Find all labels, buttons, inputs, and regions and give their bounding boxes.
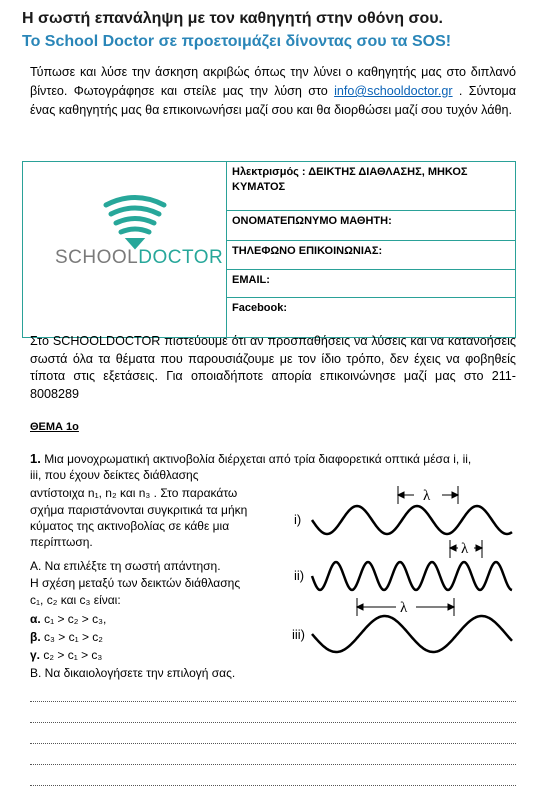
option-b (30, 629, 103, 645)
lambda-label-ii: λ (461, 541, 469, 557)
topic-label: Ηλεκτρισμός : ΔΕΙΚΤΗΣ ΔΙΑΘΛΑΣΗΣ, ΜΗΚΟΣ ΚΥΜΑΤΟΣ (232, 166, 468, 193)
student-name-label: ΟΝΟΜΑΤΕΠΩΝΥΜΟ ΜΑΘΗΤΗ: (232, 215, 392, 228)
phone-cell[interactable] (227, 240, 516, 270)
header-line-1: Η σωστή επανάληψη με τον καθηγητή στην οθόνη σου. (22, 10, 443, 27)
option-a-key: α. (30, 612, 41, 626)
answer-line-4[interactable] (30, 764, 516, 765)
topic-cell (227, 162, 516, 211)
header-line-2: Το School Doctor σε προετοιμάζει δίνοντας σου τα SOS! (22, 33, 452, 50)
email-link[interactable]: info@schooldoctor.gr (334, 84, 453, 98)
wifi-icon (106, 198, 164, 249)
email-label: EMAIL: (232, 274, 270, 287)
question-line-6: περίπτωση. (30, 535, 93, 549)
intro-text (30, 63, 516, 120)
option-b-text: c₃ > c₁ > c₂ (44, 630, 103, 644)
phone-label: ΤΗΛΕΦΩΝΟ ΕΠΙΚΟΙΝΩΝΙΑΣ: (232, 244, 383, 257)
wave-ii (312, 562, 512, 590)
wave-i (312, 506, 512, 534)
question-number: 1. (30, 451, 41, 466)
question-line-2: iii, που έχουν δείκτες διάθλασης (30, 468, 199, 482)
thema-heading: ΘΕΜΑ 1ο (30, 421, 79, 433)
part-a: Α. Να επιλέξτε τη σωστή απάντηση. (30, 559, 221, 573)
answer-line-5[interactable] (30, 785, 516, 786)
lambda-label-i: λ (423, 488, 431, 504)
question-line-4: σχήμα παριστάνονται συγκριτικά τα μήκη (30, 503, 248, 517)
logo-word-school: SCHOOL (55, 247, 139, 268)
info-paragraph: Στο SCHOOLDOCTOR πιστεύουμε ότι αν προσπαθήσεις να λύσεις και να κατανοήσεις σωστά όλα τα θέματα που παρουσιάζουμε με τον ίδιο τρόπο, δεν έχεις να φοβηθείς τίποτα στις εξετάσεις. Για οποιαδήποτε απορία επικοινώνησε μαζί μας στο 211-8008289 (30, 334, 516, 401)
student-info-table (22, 161, 516, 338)
facebook-label: Facebook: (232, 302, 288, 315)
wave-label-ii: ii) (294, 568, 305, 583)
wave-iii (312, 616, 512, 652)
relation-line-2: c₁, c₂ και c₃ είναι: (30, 593, 121, 607)
intro-before-email: Τύπωσε και λύσε την άσκηση ακριβώς όπως την λύνει ο καθηγητής μας στο διπλανό βίντεο. Φωτογράφησε και στείλε μας την λύση στο (30, 65, 516, 98)
intro-after-email: . Σύντομα ένας καθηγητής μας θα επικοινωνήσει μαζί σου και θα διορθώσει μαζί σου τυχόν λάθη. (30, 84, 516, 117)
answer-line-3[interactable] (30, 743, 516, 744)
wave-label-i: i) (294, 512, 302, 527)
part-b: Β. Να δικαιολογήσετε την επιλογή σας. (30, 666, 236, 680)
option-c-text: c₂ > c₁ > c₃ (43, 648, 103, 662)
answer-line-1[interactable] (30, 701, 516, 702)
answer-line-2[interactable] (30, 722, 516, 723)
wavelength-figure (290, 482, 516, 660)
question-text-1: Μια μονοχρωματική ακτινοβολία διέρχεται από τρία διαφορετικά οπτικά μέσα i, ii, (44, 452, 472, 466)
option-b-key: β. (30, 630, 41, 644)
facebook-cell[interactable] (227, 298, 516, 338)
option-a (30, 611, 106, 627)
name-cell[interactable] (227, 211, 516, 241)
question-line-1 (30, 451, 516, 467)
lambda-label-iii: λ (400, 600, 408, 616)
svg-text:SCHOOLDOCTOR (55, 247, 223, 268)
wave-label-iii: iii) (292, 627, 305, 642)
question-line-5: κύματος της ακτινοβολίας σε κάθε μια (30, 519, 230, 533)
email-cell[interactable] (227, 270, 516, 298)
option-a-text: c₁ > c₂ > c₃, (44, 612, 107, 626)
schooldoctor-logo (23, 162, 226, 332)
question-line-3: αντίστοιχα n₁, n₂ και n₃ . Στο παρακάτω (30, 486, 238, 500)
logo-word-doctor: DOCTOR (138, 247, 224, 268)
logo-cell (23, 162, 227, 338)
option-c (30, 647, 102, 663)
relation-line-1: Η σχέση μεταξύ των δεικτών διάθλασης (30, 576, 241, 590)
option-c-key: γ. (30, 648, 41, 662)
